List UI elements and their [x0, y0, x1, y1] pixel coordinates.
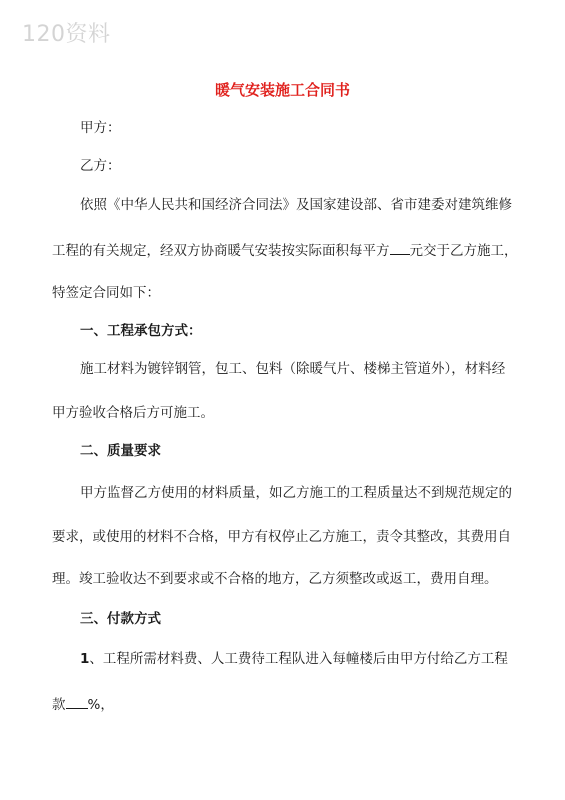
- item-1-line-2-before: 款: [52, 697, 66, 713]
- section-1-line-2: 甲方验收合格后方可施工。: [52, 405, 214, 421]
- section-3-item-1-line-1: [80, 650, 508, 668]
- section-1-line-1: 施工材料为镀锌钢管，包工、包料（除暖气片、楼梯主管道外），材料经: [80, 361, 506, 377]
- price-blank: [390, 240, 410, 255]
- intro-line-2: [52, 240, 518, 260]
- watermark: 120资料: [22, 22, 111, 47]
- section-1-heading: 一、工程承包方式：: [80, 323, 202, 339]
- section-2-line-1: 甲方监督乙方使用的材料质量，如乙方施工的工程质量达不到规范规定的: [80, 485, 512, 501]
- party-b-label: 乙方：: [80, 158, 121, 174]
- percent-blank: [66, 694, 88, 709]
- section-3-item-1-line-2: [52, 694, 114, 714]
- item-1-text: 、工程所需材料费、人工费待工程队进入每幢楼后由甲方付给乙方工程: [89, 651, 508, 667]
- section-2-line-2: 要求，或使用的材料不合格，甲方有权停止乙方施工，责令其整改，其费用自: [52, 529, 511, 545]
- intro-line-1: 依照《中华人民共和国经济合同法》及国家建设部、省市建委对建筑维修: [80, 197, 512, 213]
- intro-line-2-before: 工程的有关规定，经双方协商暖气安装按实际面积每平方: [52, 243, 390, 259]
- item-1-number: 1: [80, 651, 90, 667]
- section-3-heading: 三、付款方式: [80, 611, 161, 627]
- section-2-line-3: 理。竣工验收达不到要求或不合格的地方，乙方须整改或返工，费用自理。: [52, 571, 498, 587]
- party-a-label: 甲方：: [80, 120, 121, 136]
- intro-line-3: 特签定合同如下：: [52, 285, 160, 301]
- item-1-line-2-after: %，: [87, 697, 114, 713]
- document-title: 暖气安装施工合同书: [214, 81, 350, 99]
- intro-line-2-after: 元交于乙方施工，: [409, 243, 518, 259]
- section-2-heading: 二、质量要求: [80, 443, 161, 459]
